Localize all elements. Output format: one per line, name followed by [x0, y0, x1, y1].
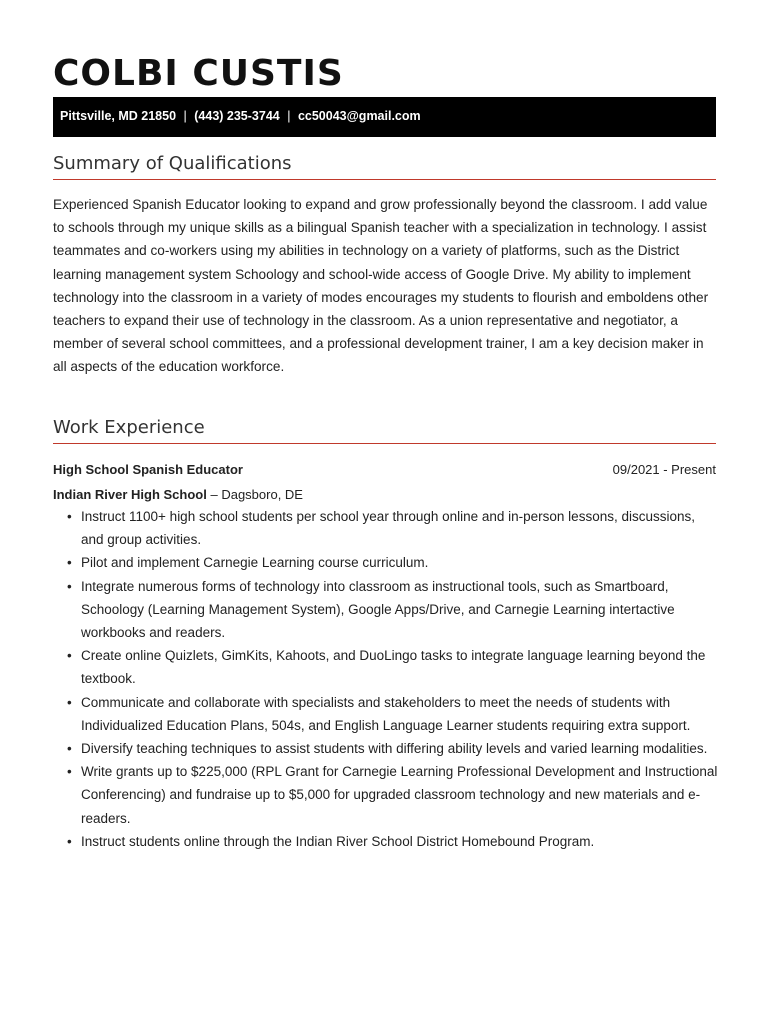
list-item: • Integrate numerous forms of technology into classroom as instructional tools, such as Smartboard, Schoology (Learning Management System), Google Apps/Drive, and Carnegie Learning intertactive workbooks and readers. — [81, 575, 721, 645]
job-organization: Indian River High School — [53, 487, 207, 502]
job-duties-list — [53, 505, 721, 853]
job-dates: 09/2021 - Present — [612, 462, 716, 477]
experience-heading: Work Experience — [53, 416, 716, 444]
list-item: • Diversify teaching techniques to assist students with differing ability levels and varied learning modalities. — [81, 737, 721, 760]
contact-phone: (443) 235-3744 — [194, 109, 280, 123]
job-header — [53, 458, 716, 481]
job-title: High School Spanish Educator — [53, 462, 243, 477]
contact-location: Pittsville, MD 21850 — [60, 109, 177, 123]
contact-bar — [53, 97, 716, 137]
contact-email: cc50043@gmail.com — [297, 109, 421, 123]
job-organization-line — [53, 483, 303, 506]
list-item: • Write grants up to $225,000 (RPL Grant for Carnegie Learning Professional Development and Instructional Conferencing) and fundraise up to $5,000 for upgraded classroom technology and new materials and e-readers. — [81, 760, 721, 830]
contact-separator: | — [183, 109, 187, 123]
list-item: • Instruct students online through the Indian River School District Homebound Program. — [81, 830, 721, 853]
list-item: • Create online Quizlets, GimKits, Kahoots, and DuoLingo tasks to integrate language learning beyond the textbook. — [81, 644, 721, 690]
list-item: • Pilot and implement Carnegie Learning course curriculum. — [81, 551, 721, 574]
candidate-name: COLBI CUSTIS — [53, 53, 344, 94]
summary-heading: Summary of Qualifications — [53, 152, 716, 180]
contact-separator: | — [287, 109, 291, 123]
list-item: • Instruct 1100+ high school students per school year through online and in-person lessons, discussions, and group activities. — [81, 505, 721, 551]
list-item: • Communicate and collaborate with specialists and stakeholders to meet the needs of students with Individualized Education Plans, 504s, and English Language Learner students requiring extra support. — [81, 691, 721, 737]
summary-text: Experienced Spanish Educator looking to expand and grow professionally beyond the classroom. I add value to schools through my unique skills as a bilingual Spanish teacher with a specialization in technology. I assist teammates and co-workers using my abilities in technology on a variety of platforms, such as the District learning management system Schoology and school-wide access of Google Drive. My ability to implement technology into the classroom in a variety of modes encourages my students to flourish and emboldens other teachers to expand their use of technology in the classroom. As a union representative and negotiator, a member of several school committees, and a professional development trainer, I am a key decision maker in all aspects of the education workforce. — [53, 197, 709, 375]
job-location: – Dagsboro, DE — [210, 487, 303, 502]
